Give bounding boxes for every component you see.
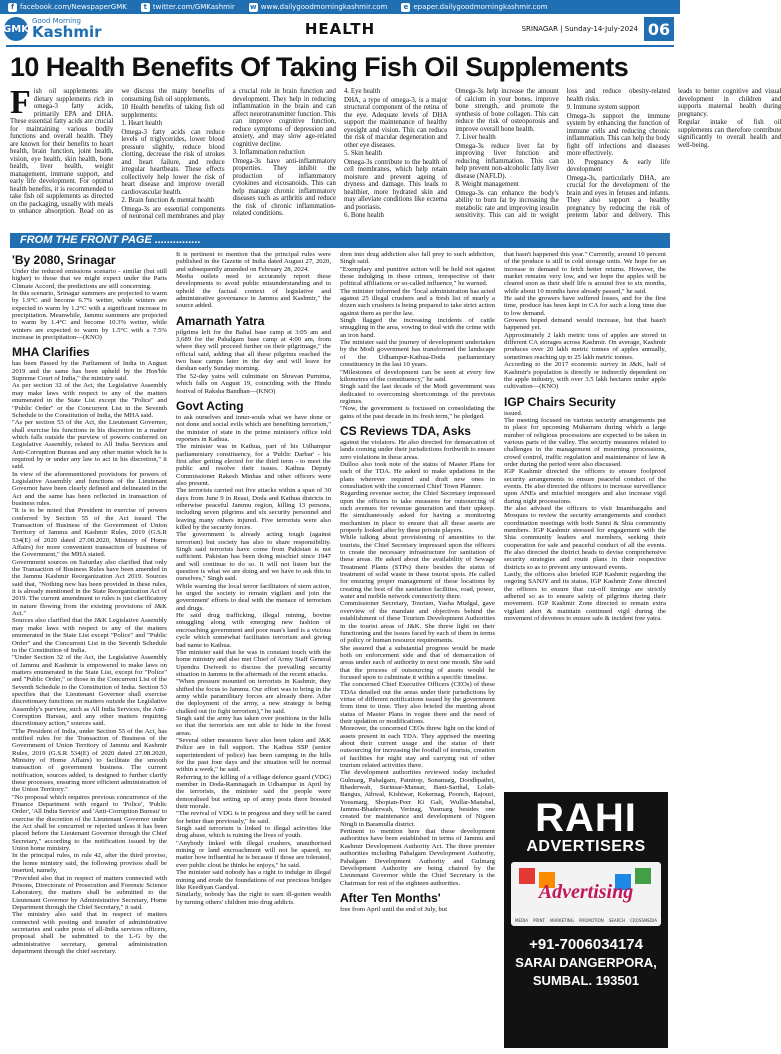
ad-address-line-2: SUMBAL. 193501	[532, 973, 640, 988]
top-article-paragraph: 8. Weight management	[455, 181, 519, 188]
top-article-paragraph: Omega-3s support the immune system by enhancing the function of immune cells and reducing chronic inflammation. This can help the body fight off infections and diseases more effectively.	[566, 112, 670, 157]
ad-tag: SEARCH	[608, 918, 626, 923]
logo-top-text: Good Morning	[32, 17, 81, 25]
story-paragraph: "It is to be noted that President in exercise of powers conferred by Section 55 of the Act issued The Transaction of Business of the Government of Union Territory of Jammu and Kashmir Rules, 2019 (G.S.R 534(E) of 2020 dated 27.08.2020, Ministry of Home Affairs) for more convenient transaction of business of the Government," the MHA stated.	[12, 507, 167, 559]
story-paragraph: to ask ourselves and inner-souls what we have done or not done and social evils which are benefiting terrorism," the minister of state in the prime minister's office told reporters in Kathua.	[176, 413, 331, 443]
story-paragraph: He also advised the officers to visit Imambargahs and Mosques to review the security arrangements and conduct coordination meetings with both Sunni & Shia community members. IGP Kashmir stressed for engagement with the Shia community leaders and members, seeking their cooperation for safe and peaceful conduct of all the events. He also directed the district heads to devise comprehensive security strategies and route plans in their respective districts so as to prevent any untoward events.	[504, 505, 666, 571]
ad-address-line-1: SARAI DANGERPORA,	[515, 955, 657, 970]
story-paragraph: Singh said terrorism is linked to illegal activities like drug abuse, which is ruining the lives of youth.	[176, 825, 331, 840]
story-kicker: After Ten Months'	[340, 890, 441, 905]
story-paragraph: "Milestones of development can be seen at every few kilometres of the constituency," he said.	[340, 368, 495, 383]
story-paragraph: The 52-day yatra will culminate on Shravan Purnima, which falls on August 19, coinciding with the Hindu festival of Raksha Bandhan—(KNO)	[176, 372, 331, 395]
story-paragraph: While warning the local terror facilitators of stern action, he urged the society to remain vigilant and join the government' efforts to deal with the menace of terrorism and drugs.	[176, 582, 331, 612]
story-paragraph: "As per section 53 of the Act, the Lieutenant Governor, shall exercise his functions in his discretion in a matter which falls outside the purview of powers conferred on Legislative Assembly, related to All India Services and Anti-Corruption Bureau and any other matter which he is required by or under any law to act in his discretion," it said.	[12, 419, 167, 471]
masthead-rule	[6, 45, 674, 47]
story-paragraph: "Under Section 32 of the Act, the Legislative Assembly of Jammu and Kashmir is empowered to make laws on matters enumerated in the State List, except for "Police" and "Public Order," or those in the Concurrent List of the Seventh Schedule to the Constitution of India. Section 53 specifies that the Lieutenant Governor shall exercise discretionary functions on matters outside the Legislative Assembly's purview, such as All India Services, the Anti-Corruption Bureau, and any other matters requiring discretionary action," sources said.	[12, 654, 167, 728]
story-paragraph: Similarly, nobody has the right to earn ill-gotten wealth by turning others' children into drug addicts.	[176, 891, 331, 906]
story-kicker: MHA Clarifies	[12, 345, 90, 360]
story-paragraph: Moreover, the concerned CEOs threw light on the kind of assets present in each TDA. They apprised the meeting about their current usage and the status of their outsourcing for increasing the footfall of tourists, creation of facilities for night stay and carrying out of other tourism related activities there.	[340, 725, 495, 770]
top-article-paragraph: DHA, a type of omega-3, is a major structural component of the retina of the eye. Adequate levels of DHA support the maintenance of healthy eyesight and vision. This can reduce the risk of macular degeneration and other eye diseases.	[343, 96, 448, 149]
facebook-icon: f	[8, 3, 17, 12]
twitter-text: twitter.com/GMKashmir	[152, 3, 235, 11]
story-paragraph: She assured that a substantial progress would be made both on enforcement side and that of demarcation of areas under each of authority in next one month. She said that the process of outsourcing of assets would be focused upon to culminate it within a specific timeline.	[340, 644, 495, 681]
column-1	[12, 251, 167, 1047]
story-paragraph: The minister said the journey of development undertaken by the Modi government has transformed the landscape of the Udhampur-Kathua-Doda parliamentary constituency in the last 10 years.	[340, 339, 495, 369]
newspaper-icon: e	[401, 3, 410, 12]
story-paragraph: Approximately 2 lakh metric tons of apples are stored in different CA storages across Kashmir. On average, Kashmir produces over 20 lakh metric tonnes of apples annually, sometimes reaching up to 25 lakh metric tonnes.	[504, 331, 666, 361]
story-paragraph: Commissioner Secretary, Tourism, Yasha Mudgal, gave overview of the mandate and objectives behind the establishment of these Tourism Development Authorities in the tourist areas of J&K. She threw light on their functioning and the issues faced by each of them in terms of policy or human resource requirements.	[340, 600, 495, 645]
story-paragraph: The meeting focused on various security arrangements put in place for upcoming Muharram during which a large number of religious processions are expected to be taken in various parts of the valley. The security measures related to challenges in the management of mourning processions, crowd control, traffic regulation and maintenance of law & order during the period were also discussed.	[504, 416, 666, 468]
story-paragraph: In this scenario, Srinagar summers are projected to warm by 1.9°C and become 6.7% wetter, while winters are expected to warm by 1.2°C with a significant increase in precipitation. Meanwhile, Jammu summers are projected to warm by 1.4°C and become 10.3% wetter, while winters are expected to warm by 1.5°C with a 7.5% increase in precipitation—(KNO)	[12, 290, 167, 342]
top-article-paragraph: ish oil supplements are dietary supplements rich in omega-3 fatty acids, primarily EPA and DHA. These essential fatty acids are crucial for maintaining various bodily functions and overall health. They are known for their benefits to heart health, brain function, joint health, vision, eye health, skin health, bone health, liver health, weight management, immune support, and early life development. For optimal health benefits, it is recommended to take fish oil supplements as directed on the packaging, usually with meals to enhance absorption. Read on as we discuss the many benefits of consuming fish oil supplements.	[10, 88, 225, 215]
top-article-paragraph: Omega-3s help increase the amount of calcium in your bones, improve bone strength, and promote the synthesis of bone collagen. This can reduce the risk of osteoporosis and improve overall bone health.	[455, 88, 559, 133]
top-article-paragraph: Omega-3s, particularly DHA, are crucial for the development of the brain and eyes in fetuses and infants. They also support a healthy pregnancy by reducing the risk of preterm labor and delivery. This leads to better cognitive and visual development in children and supports maternal health during pregnancy.	[566, 88, 781, 219]
facebook-link[interactable]	[8, 3, 127, 12]
section-name: HEALTH	[304, 20, 376, 38]
story-paragraph: Regarding revenue sector, the Chief Secretary impressed upon the officers to take measures for outsourcing of such avenues for revenue generation and their upkeep. He simultaneously asked for having a monitoring mechanism in place to ensure that all these assets are properly looked after by these private players.	[340, 490, 495, 535]
section-bar: FROM THE FRONT PAGE ...............	[10, 233, 670, 248]
story-paragraph: "Now, the government is focussed on consolidating the gains of the past decade in its fresh term," he pledged.	[340, 405, 495, 420]
top-article-paragraph: 9. Immune system support	[566, 104, 640, 111]
ad-tag: MARKETING	[550, 918, 574, 923]
story-paragraph: In the principal rules, in rule 42, after the third proviso, the home ministry said, the following provisos shall be inserted, namely,	[12, 852, 167, 875]
top-article-paragraph: Omega-3s can enhance the body's ability to burn fat by increasing the metabolic rate and improving insulin sensitivity. This can aid in weight loss and reduce obesity-related health risks.	[455, 88, 670, 219]
column-4	[504, 251, 666, 791]
page-number: 06	[644, 17, 674, 41]
column-3	[340, 251, 495, 1047]
story-paragraph: Dulloo also took note of the status of Master Plans for each of the TDA. He asked to make updations in the plans wherever required and draft new ones in consultation with the concerned Chief Town Planner.	[340, 460, 495, 490]
story-paragraph: pilgrims left for the Baltal base camp at 3:05 am and 3,689 for the Pahalgam base camp at 4:00 am, from where they will proceed further on their pilgrimage," the official said, adding that all these pilgrims reached the two base camps later in the day and will leave for darshan early Sunday morning.	[176, 328, 331, 373]
social-bar	[0, 0, 680, 14]
ad-brand: RAHI	[535, 796, 637, 840]
ad-phone[interactable]: +91-7006034174	[529, 936, 643, 953]
story-paragraph: Referring to the killing of a village defence guard (VDG) member in Doda-Ramnagarh in Udhampur in April by the terrorists, the minister said the people were demoralised but setting up of army posts there boosted their morale.	[176, 773, 331, 811]
story-paragraph: The minister said that he was in constant touch with the home ministry and also met Chief of Army Staff General Upendra Dwivedi to discuss the prevailing security situation in Jammu in the aftermath of the recent attacks.	[176, 648, 331, 678]
story-paragraph: Singh said the army has taken over positions in the hills so that the terrorists are not able to hide in the forest areas.	[176, 714, 331, 737]
top-article-paragraph: Omega-3 fatty acids can reduce levels of triglycerides, lower blood pressure slightly, reduce blood clotting, decrease the risk of strokes and heart failure, and reduce irregular heartbeats. These effects collectively help lower the risk of heart disease and improve overall cardiovascular health.	[121, 128, 225, 196]
story-paragraph: He said the growers have suffered losses, and for the first time, produce has been kept in CA for such a long time due to low demand.	[504, 295, 666, 317]
masthead	[0, 14, 680, 44]
story-paragraph: "Anybody linked with illegal crushers, unauthorised mining or land encroachment will not be spared, no matter how influential he is because if those are tolerated, ever public clout he thinks he enjoys," he said.	[176, 839, 331, 869]
story-paragraph: Singh flagged the increasing incidents of cattle smuggling in the area, vowing to deal with the crime with an iron hand.	[340, 317, 495, 339]
story-paragraph: The minister informed the "local administration has acted against 25 illegal crushers and a fresh list of nearly a dozen such crushers is being prepared to take strict action against them as per the law.	[340, 287, 495, 317]
story-paragraph: The concerned Chief Executive Officers (CEOs) of these TDAs detailed out the areas under their jurisdictions by virtue of different notifications issued by the government from time to time. They also briefed the meeting about status of Master Plans in vogue there and the need of their updation or modifications.	[340, 681, 495, 725]
story-paragraph: According to the 2017 economic survey in J&K, half of Kashmir's population is directly or indirectly dependent on the apple industry, with over 3.5 lakh hectares under apple cultivation—(KNO)	[504, 361, 666, 391]
headline: 10 Health Benefits Of Taking Fish Oil Supplements	[10, 52, 629, 82]
website-link[interactable]	[249, 3, 388, 12]
top-article-paragraph: Omega-3s are essential components of neuronal cell membranes and play a crucial role in brain function and development. They help in reducing inflammation in the brain and can affect neurotransmitter function. This can improve cognitive function, reduce symptoms of depression and anxiety, and may slow age-related cognitive decline.	[121, 88, 336, 220]
story-paragraph: "Provided also that in respect of matters connected with Prisons, Directorate of Prosecution and Forensic Science Laboratory, the matters shall be submitted to the Lieutenant Governor by Administrative Secretary, Home Department through the Chief Secretary," it said.	[12, 874, 167, 911]
ad-tag: MEDIA	[515, 918, 528, 923]
top-article-paragraph: 3. Inflammation reduction	[232, 149, 305, 156]
top-article-paragraph: Omega-3s have anti-inflammatory properties. They inhibit the production of inflammatory cytokines and eicosanoids. This can help manage chronic inflammatory diseases such as arthritis and reduce the risk of chronic inflammation-related conditions.	[232, 157, 336, 217]
story-paragraph: The terrorists carried out five attacks within a span of 30 days from June 9 in Reasi, Doda and Kathua districts in otherwise peaceful Jammu region, killing 13 persons, including seven pilgrims and six security personnel and leaving many others injured. Five terrorists were also killed by the security forces.	[176, 487, 331, 531]
top-article-paragraph: 4. Eye health	[343, 88, 381, 95]
ad-brand-sub: ADVERTISERS	[526, 838, 646, 855]
twitter-icon: t	[141, 3, 150, 12]
twitter-link[interactable]	[141, 3, 235, 12]
story-paragraph: "The revival of VDG is in progress and they will be cared for better than previously," he said.	[176, 810, 331, 825]
top-article-paragraph: Regular intake of fish oil supplements can therefore contribute significantly to overall health and well-being.	[677, 119, 781, 149]
story-paragraph: Media outlets need to accurately report these developments to avoid public misunderstanding and to uphold the factual context of legislative and administrative governance in Jammu and Kashmir," the source added.	[176, 273, 331, 310]
story-paragraph: Singh said the last decade of the Modi government was dedicated to overcoming shortcomings of the previous regimes.	[340, 383, 495, 405]
logo-mark: GMK	[4, 17, 28, 41]
story-paragraph: that hasn't happened this year." Currently, around 10 percent of the produce is still in cold storage units. We hope for an increase in demand to fetch better returns. However, the market remains very low, and we hope the apples will be cleared soon as their shelf life is around five to six months, while about 10 months have already passed," he said.	[504, 251, 666, 295]
story-paragraph: While talking about provisioning of amenities to the tourists, the Chief Secretary impressed upon the officers to create the necessary infrastructure for sanitation of these areas. He asked about the availability of Sewage Treatment Plants (STPs) there besides the status of treatment of solid waste in these tourist spots. He called for ensuring proper management of these locations by creating the best of the sanitation facilities, road, power, water and mobile network connectivity there.	[340, 534, 495, 601]
facebook-text: facebook.com/NewspaperGMK	[20, 3, 127, 11]
story-paragraph: He said drug trafficking, illegal mining, bovine smuggling along with emerging new fashion of encroaching government and poor man's land is a vicious cycle which somewhat facilitates terrorism and giving bad name to Kathua.	[176, 612, 331, 649]
ad-art-tags	[515, 918, 657, 923]
epaper-link[interactable]	[401, 3, 547, 12]
story-paragraph: "The President of India, under Section 55 of the Act, has notified rules for the Transaction of Business of the Government of Union Territory of Jammu and Kashmir Rules, 2019 (G.S.R 534(E) of 2020 dated 27.08.2020, Ministry of Home Affairs) to facilitate the smooth transaction of government business. The current notification, sources added, is designed to further clarify these processes, ensuring more efficient administration of the Union Territory."	[12, 727, 167, 794]
top-article-paragraph: 7. Liver health	[455, 134, 496, 141]
advertisement[interactable]	[504, 792, 668, 1048]
logo-name: Kashmir	[32, 23, 102, 41]
story-kicker: Govt Acting	[176, 398, 244, 413]
top-article-paragraph: 10 Health benefits of taking fish oil supplements:	[121, 104, 225, 119]
story-paragraph: In view of the aforementioned provisions for powers of Legislative Assembly and functions of the Lieutenant Governor have been clearly defined and delineated in the Act and the same has been reflected in transaction of business rules.	[12, 470, 167, 507]
ad-tag: PRINT	[533, 918, 545, 923]
story-paragraph: "When pressure mounted on terrorists in Kashmir, they shifted the focus to Jammu. Our effort was to bring in the army while paramilitary forces are already there. After the deployment of the army, a new strategy is being chalked out (to fight terrorism)," he said.	[176, 678, 331, 715]
story-paragraph: The minister was in Kathua, part of his Udhampur parliamentary constituency, for a 'Public Darbar' - his first after getting elected for the third term - to meet the public and resolve their issues. Kathua Deputy Commissioner Rakesh Minhas and other officers were also present.	[176, 443, 331, 487]
story-kicker: Amarnath Yatra	[176, 313, 265, 328]
top-article-paragraph: Omega-3s contribute to the health of cell membranes, which help retain moisture and prevent ageing of dryness and damage. This leads to healthier, more hydrated skin and may alleviate conditions like eczema and psoriasis.	[343, 158, 448, 211]
ad-tag: CROSSMEDIA	[630, 918, 657, 923]
story-paragraph: The ministry also said that in respect of matters connected with posting and transfer of administrative secretaries and cadre posts of all-India services officers, proposal shall be submitted to the L-G by the administrative secretary, general administration department through the chief secretary.	[12, 911, 167, 955]
story-paragraph: IGP Kashmir directed the officers to ensure foolproof security arrangements to ensure peaceful conduct of the events. He also directed the officers to increase surveillance upon ANEs and mischief mongers and also increase vigil during night processions.	[504, 468, 666, 505]
top-article-paragraph: 1. Heart health	[121, 120, 163, 127]
story-paragraph: As per section 32 of the Act, the Legislative Assembly may make laws with respect to any of the matters enumerated in the State List except the "Police" and "Public Order" or the Concurrent List in the Seventh Schedule to the Constitution of India, the MHA said.	[12, 382, 167, 419]
story-kicker: 'By 2080, Srinagar	[12, 253, 116, 267]
story-paragraph: The development authorities reviewed today included Gulmarg, Pahalgam, Patnitop, Sonamarg, Doodhpathri, Bhaderwah, Surinsar-Mansar, Bani-Sarthal, Lolab-Bangus, Athwal, Kishtwar, Kokernag, Poonch, Rajouri, Yousmarg, Shopian-Peer Ki Gali, Wullar-Mansbal, Jammu-Bhaderwah, Verinag, Yusmarg besides one created for maintenance and development of Nigeen Ningli in Baramulla district.	[340, 769, 495, 828]
story-paragraph: against the violators. He also directed for demarcation of lands coming under their jurisdictions forthwith to ensure zero violations in these areas.	[340, 438, 495, 461]
story-kicker: IGP Chairs Security	[504, 394, 616, 409]
ad-artwork	[511, 862, 661, 926]
story-paragraph: Pertinent to mention here that these development authorities have been established in terms of Jammu and Kashmir Development Authority Act. The three premier authorities including Pahalgam Development Authority, Pahalgam Development Authority and Gulmarg Development Authority are being chaired by the Lieutenant Governor while the Chief Secretary is the Chairman for rest of the eighteen authorities.	[340, 828, 495, 887]
top-article-paragraph: 2. Brain function & mental health	[121, 197, 215, 204]
story-paragraph: issued.	[504, 409, 523, 417]
story-paragraph: Government sources on Saturday also clarified that only the Transaction of Business Rules have been amended in the Jammu Kashmir Reorganization Act 2019. Sources said that, "Nothing new has been provided in these rules, it is already mentioned in the State Reorganization Act of 2019. The current amendment to rules is just clarificatory in nature flowing from the existing provisions of J&K Act."	[12, 558, 167, 618]
story-paragraph: has been Passed by the Parliament of India in August 2019 and the same has been upheld by the Hon'ble Supreme Court of India," the ministry said.	[12, 360, 167, 383]
top-article-paragraph: Omega-3s reduce liver fat by improving liver function and reducing inflammation. This can help prevent non-alcoholic fatty liver disease (NAFLD).	[455, 142, 559, 180]
story-paragraph: Sources also clarified that the J&K Legislative Assembly may make laws with respect to any of the matters enumerated in the State List except "Police" and "Public Order" and the Concurrent List in the Seventh Schedule to the Constitution of India.	[12, 617, 167, 654]
dateline: SRINAGAR | Sunday-14-July-2024	[521, 25, 638, 33]
website-text: www.dailygoodmorningkashmir.com	[260, 3, 388, 11]
globe-icon: w	[250, 2, 257, 11]
story-paragraph: "No proposal which requires previous concurrence of the Finance Department with regard to 'Police', 'Public Order', 'All India Service' and 'Anti-Corruption Bureau' to exercise the discretion of the Lieutenant Governor under the Act shall be concurred or rejected unless it has been placed before the Lieutenant Governor through the Chief Secretary," according to the notification issued by the Union home ministry.	[12, 793, 167, 853]
story-paragraph: "Exemplary and punitive action will be held not against those indulging in these crimes, irrespective of their political affiliations or so-called influence," he warned.	[340, 265, 495, 288]
column-2	[176, 251, 331, 1047]
epaper-text: epaper.dailygoodmorningkashmir.com	[413, 3, 548, 11]
ad-tag: PROMOTION	[579, 918, 604, 923]
story-paragraph: It is pertinent to mention that the principal rules were published in the Gazette of India dated August 27, 2020, and subsequently amended on February 28, 2024.	[176, 251, 331, 273]
story-paragraph: Under the reduced emissions scenario - similar (but still higher) to those that we might expect under the Paris Climate Accord, the predictions are still concerning.	[12, 268, 167, 290]
story-paragraph: free from April until the end of July, but	[340, 905, 448, 913]
story-paragraph: "Several other measures have also been taken and J&K Police are in full support. The Kathua SSP (senior superintendent of police) has been camping in the hills for the past four days and the situation will be normal within a week," he said.	[176, 736, 331, 774]
top-article-paragraph: 6. Bone health	[343, 212, 384, 219]
story-paragraph: dren into drug addiction also fall prey to such addiction, Singh said.	[340, 251, 495, 266]
top-article-paragraph: 5. Skin health	[343, 150, 383, 157]
top-article	[10, 84, 781, 222]
story-paragraph: Lastly, the officers also briefed IGP Kashmir regarding the ongoing SANJY and its status. IGP Kashmir Zone directed the officers to ensure that cut-off timings are strictly adhered so as to ensure safety of pilgrims during their movement. IGP Kashmir Zone directed to remain extra vigilant alert & maintain continued vigil during the movement of devotees to ensure safe & incident free yatra.	[504, 571, 666, 623]
story-paragraph: Growers hoped demand would increase, but that hasn't happened yet.	[504, 317, 666, 332]
top-article-paragraph: 10. Pregnancy & early life development	[566, 158, 670, 173]
ad-art-word: Advertising	[538, 881, 634, 903]
story-paragraph: The minister said nobody has a right to indulge in illegal mining and erode the foundations of our precious bridges like Keediyan Gandyal.	[176, 869, 331, 891]
dropcap: F	[10, 84, 31, 121]
story-kicker: CS Reviews TDA, Asks	[340, 423, 471, 438]
story-paragraph: The government is already acting tough (against terrorism) but society has also to share responsibility. Singh said terrorists have come from Pakistan is not sufficient. Pakistan has been doing mischief since 1947 and will continue to do so. It will not listen but the question is what we are doing and we have to ask this to ourselves," Singh said.	[176, 531, 331, 583]
